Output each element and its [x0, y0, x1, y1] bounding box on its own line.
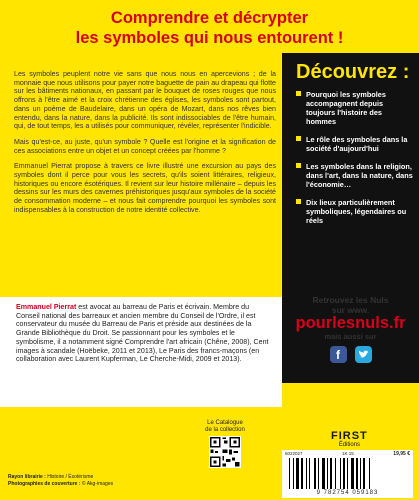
barcode-code: 6022027: [285, 451, 303, 456]
bullet-icon: [296, 136, 301, 141]
publisher-editions: Éditions: [338, 442, 361, 448]
barcode-stripe: [309, 458, 310, 489]
barcode-stripe: [318, 458, 319, 489]
barcode-stripe: [340, 458, 341, 489]
barcode-stripe: [369, 458, 370, 489]
barcode: [282, 450, 413, 498]
sidebar-list: [282, 90, 419, 225]
sidebar-item-text: Pourquoi les symboles accompagnent depuis toujours l'histoire des hommes: [306, 90, 386, 126]
isbn: 9 782754 059183: [316, 490, 379, 496]
publisher-logo: [331, 430, 368, 448]
barcode-stripe: [363, 458, 365, 489]
promo-line-2: sur www.: [331, 305, 370, 315]
promo-line-1: Retrouvez les Nuls: [312, 295, 389, 305]
rayon-value: Histoire / Ésotérisme: [47, 474, 94, 480]
bullet-icon: [296, 163, 301, 168]
intro-paragraph-1: Les symboles peuplent notre vie sans que nous nous en apercevions ; de la monnaie que nous utilisons pour payer notre baguette de pain au drapeau qui flotte sur les bâtiments nationaux, en passant par le bouquet de roses rouges que nous offrons à l'être aimé et la croix chrétienne des églises, les symboles sont partout, dans un poème de Baudelaire, dans un opéra de Mozart, dans nos rêves bien entendu, dans la nature, dans la publicité. Ils sont indissociables de l'être humain, qui, de tout temps, les a utilisés pour communiquer, révéler, représenter l'indicible.: [14, 70, 276, 131]
twitter-icon[interactable]: [355, 346, 372, 363]
intro-paragraph-3: Emmanuel Pierrat propose à travers ce livre illustré une excursion au pays des symboles dont il perce pour vous les secrets, qu'ils soient littéraires, religieux, historiques ou encore ésotériques. Il revient sur leur histoire millénaire – depuis les dessins sur les murs des cavernes préhistoriques jusqu'aux symboles de la société de consommation moderne – et nous fait comprendre pourquoi les symboles sont indispensables à la construction de notre identité collective.: [14, 162, 276, 214]
barcode-stripe: [322, 458, 325, 489]
bird-icon: [358, 350, 369, 359]
sidebar-item: [296, 90, 413, 126]
price: 19,95 €: [393, 451, 410, 457]
headline: [0, 8, 419, 48]
publisher-name: FIRST: [331, 430, 368, 442]
barcode-stripe: [347, 458, 348, 489]
photos-label: Photographies de couverture :: [8, 481, 81, 487]
barcode-stripe: [296, 458, 299, 489]
website-promo: [282, 295, 419, 363]
sidebar-item-text: Le rôle des symboles dans la société d'aujourd'hui: [306, 135, 408, 153]
sidebar-item: [296, 162, 413, 189]
social-icons: [282, 346, 419, 363]
facebook-icon[interactable]: f: [330, 346, 347, 363]
credits: [8, 474, 113, 488]
author-bio: [0, 297, 282, 407]
author-bio-text: est avocat au barreau de Paris et écrivain. Membre du Conseil national des barreaux et ancien membre du Conseil de l'Ordre, il est conservateur du musée du Barreau de Paris et préside aux destinées de la Grande Bibliothèque du Droit. Se passionnant pour les symboles et le symbolisme, il a notamment signé Comprendre l'art africain (Chêne, 2008), Cent images à scandale (Hoëbeke, 2011 et 2013), Le Paris des francs-maçons (en collaboration avec Laurent Kupferman, Le Cherche-Midi, 2009 et 2013).: [16, 303, 269, 364]
intro-paragraph-2: Mais qu'est-ce, au juste, qu'un symbole ? Quelle est l'origine et la signification de ces associations entre un objet et un concept créées par l'homme ?: [14, 137, 276, 155]
barcode-stamp: 1K 15: [342, 451, 354, 456]
barcode-stripe: [301, 458, 303, 489]
barcode-stripe: [343, 458, 345, 489]
barcode-stripe: [314, 458, 316, 489]
author-name: Emmanuel Pierrat: [16, 303, 77, 311]
headline-line-2: les symboles qui nous entourent !: [75, 29, 344, 47]
sidebar-item: [296, 135, 413, 153]
bullet-icon: [296, 91, 301, 96]
bullet-icon: [296, 199, 301, 204]
photos-value: © Akg-images: [81, 481, 114, 487]
qr-code-icon[interactable]: [209, 436, 241, 468]
barcode-stripe: [289, 458, 290, 489]
catalogue-qr: [195, 420, 255, 471]
rayon-label: Rayon librairie :: [8, 474, 46, 480]
catalogue-line-1: Le Catalogue: [207, 420, 243, 426]
barcode-stripe: [306, 458, 307, 489]
promo-url[interactable]: pourlesnuls.fr: [295, 314, 406, 332]
promo-line-3: mais aussi sur: [324, 332, 377, 341]
barcode-stripe: [360, 458, 361, 489]
barcode-stripe: [330, 458, 332, 489]
barcode-stripe: [351, 458, 354, 489]
sidebar-title: Découvrez :: [296, 61, 410, 83]
barcode-bars: [288, 458, 407, 489]
catalogue-line-2: de la collection: [205, 427, 245, 433]
barcode-stripe: [293, 458, 294, 489]
intro-text: [14, 70, 276, 222]
barcode-stripe: [356, 458, 358, 489]
barcode-stripe: [327, 458, 328, 489]
sidebar-item-text: Dix lieux particulièrement symboliques, légendaires ou réels: [306, 198, 407, 225]
sidebar-item: [296, 198, 413, 225]
sidebar-item-text: Les symboles dans la religion, dans l'art, dans la nature, dans l'économie…: [306, 162, 413, 189]
headline-line-1: Comprendre et décrypter: [110, 9, 309, 27]
barcode-stripe: [335, 458, 336, 489]
